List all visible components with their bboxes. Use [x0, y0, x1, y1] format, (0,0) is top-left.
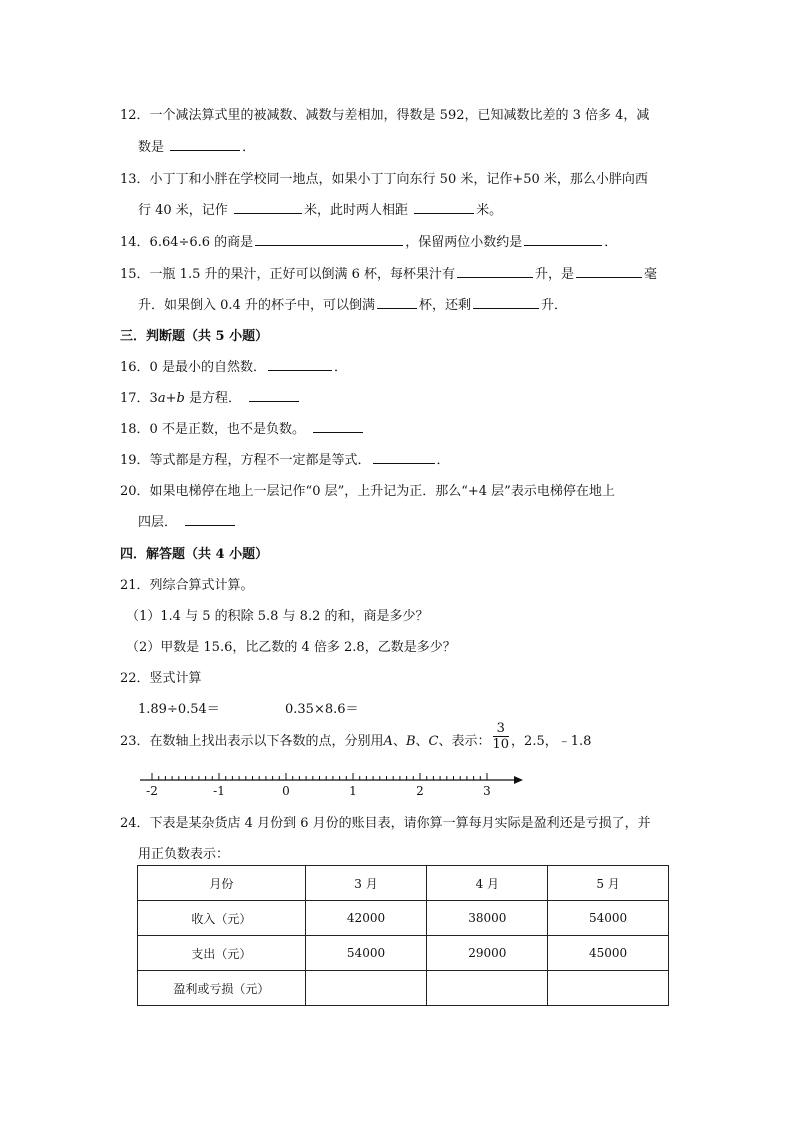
q23-label-b: B	[405, 734, 416, 749]
table-cell: 54000	[548, 901, 669, 936]
q12-answer-blank[interactable]	[170, 137, 240, 151]
q15-text-c: 毫	[644, 267, 658, 282]
q17-number: 17．	[120, 391, 150, 406]
q14-answer-blank-2[interactable]	[524, 232, 602, 246]
q23-label-c: C	[428, 734, 439, 749]
q15-text-f: 升．	[540, 298, 567, 313]
q15-answer-blank-1[interactable]	[457, 264, 533, 278]
q14-text-c: ．	[604, 235, 618, 250]
q15-answer-blank-3[interactable]	[377, 295, 417, 309]
q13-answer-blank-1[interactable]	[234, 200, 302, 214]
q15-text-a: 15．一瓶 1.5 升的果汁，正好可以倒满 6 杯，每杯果汁有	[120, 267, 456, 282]
q15-answer-blank-2[interactable]	[576, 264, 642, 278]
q24-line2: 用正负数表示：	[138, 847, 230, 862]
number-line-label: -1	[213, 784, 225, 798]
q17-plus: +	[165, 391, 177, 406]
section-3-heading: 三．判断题（共 5 小题）	[120, 329, 269, 344]
q15-text-e: 杯，还剩	[418, 298, 471, 313]
q15-text-b: 升，是	[535, 267, 575, 282]
q16-line	[120, 356, 347, 375]
number-line-label: -2	[146, 784, 158, 798]
q17-line	[120, 387, 301, 406]
number-line-arrow	[514, 776, 523, 784]
q22-expr-2: 0.35×8.6＝	[285, 702, 359, 717]
table-row	[138, 936, 669, 971]
q13-text-a: 行 40 米，记作	[138, 203, 228, 218]
table-cell: 支出（元）	[138, 936, 306, 971]
table-cell: 38000	[427, 901, 548, 936]
q20-line2	[138, 511, 237, 530]
table-header-cell: 月份	[138, 866, 306, 901]
q14-text-a: 14．6.64÷6.6 的商是	[120, 235, 254, 250]
q15-answer-blank-4[interactable]	[473, 295, 539, 309]
q13-text-c: 米。	[476, 203, 503, 218]
q21-part1: （1）1.4 与 5 的积除 5.8 与 8.2 的和，商是多少？	[126, 609, 429, 624]
table-answer-cell[interactable]	[305, 971, 427, 1006]
q15-line2	[138, 294, 567, 313]
table-header-cell: 3 月	[305, 866, 427, 901]
table-cell: 盈利或亏损（元）	[138, 971, 306, 1006]
number-line-label: 0	[282, 784, 290, 798]
q17-var-b: b	[176, 391, 185, 406]
q18-text: 18．0 不是正数，也不是负数。	[120, 422, 305, 437]
q23-label-a: A	[383, 734, 393, 749]
q16-text: 16．0 是最小的自然数．	[120, 360, 266, 375]
q16-end: ．	[333, 360, 347, 375]
q13-line1: 13．小丁丁和小胖在学校同一地点，如果小丁丁向东行 50 米，记作+50 米，那么小胖向西	[120, 172, 648, 187]
table-header-cell: 5 月	[548, 866, 669, 901]
table-answer-cell[interactable]	[548, 971, 669, 1006]
fraction-numerator: 3	[493, 721, 510, 737]
table-header-row	[138, 866, 669, 901]
section-4-heading: 四．解答题（共 4 小题）	[120, 547, 269, 562]
table-row	[138, 971, 669, 1006]
q13-text-b: 米，此时两人相距	[303, 203, 408, 218]
q23-sep-1: 、	[392, 734, 406, 749]
q20-answer-blank[interactable]	[185, 512, 235, 526]
q14-text-b: ，保留两位小数约是	[405, 235, 523, 250]
table-cell: 29000	[427, 936, 548, 971]
q24-line1: 24．下表是某杂货店 4 月份到 6 月份的账目表，请你算一算每月实际是盈利还是亏损了，并	[120, 816, 651, 831]
q19-answer-blank[interactable]	[373, 450, 435, 464]
q17-answer-blank[interactable]	[249, 388, 299, 402]
q20-text: 四层．	[138, 515, 178, 530]
q23-text-a: 23．在数轴上找出表示以下各数的点，分别用	[120, 734, 384, 749]
table-cell: 45000	[548, 936, 669, 971]
table-header-cell: 4 月	[427, 866, 548, 901]
q12-end: ．	[242, 140, 256, 155]
q17-text: 是方程．	[184, 391, 241, 406]
q22-title: 22．竖式计算	[120, 671, 202, 686]
q23-text-b: 、表示：	[438, 734, 491, 749]
q20-line1: 20．如果电梯停在地上一层记作“0 层”，上升记为正．那么“+4 层”表示电梯停在地上	[120, 484, 615, 499]
q19-text: 19．等式都是方程，方程不一定都是等式．	[120, 453, 371, 468]
table-cell: 42000	[305, 901, 427, 936]
q13-line2	[138, 199, 502, 218]
q17-var-a: a	[157, 391, 166, 406]
table-cell: 收入（元）	[138, 901, 306, 936]
q21-part2: （2）甲数是 15.6，比乙数的 4 倍多 2.8，乙数是多少？	[126, 640, 456, 655]
q15-line1	[120, 263, 657, 282]
q23-line	[120, 721, 592, 752]
q17-coef: 3	[149, 391, 158, 406]
q16-answer-blank[interactable]	[268, 357, 332, 371]
number-line-label: 3	[483, 784, 491, 798]
q12-line2	[138, 136, 255, 155]
q22-expr-1: 1.89÷0.54＝	[138, 702, 220, 717]
fraction-denominator: 10	[492, 737, 510, 752]
q19-end: ．	[436, 453, 450, 468]
number-line-label: 2	[416, 784, 424, 798]
table-cell: 54000	[305, 936, 427, 971]
q14-line	[120, 231, 617, 250]
q13-answer-blank-2[interactable]	[414, 200, 474, 214]
q21-title: 21．列综合算式计算。	[120, 578, 254, 593]
number-line[interactable]	[136, 764, 526, 800]
q23-fraction	[493, 721, 510, 752]
q12-line1: 12．一个减法算式里的被减数、减数与差相加，得数是 592，已知减数比差的 3 倍多 4，减	[120, 108, 650, 123]
q12-text: 数是	[138, 140, 165, 155]
q18-answer-blank[interactable]	[313, 419, 363, 433]
table-row	[138, 901, 669, 936]
ledger-table	[137, 865, 669, 1006]
q23-sep-2: 、	[415, 734, 429, 749]
q14-answer-blank-1[interactable]	[255, 232, 403, 246]
q19-line	[120, 449, 450, 468]
number-line-label: 1	[349, 784, 357, 798]
q18-line	[120, 418, 365, 437]
q15-text-d: 升．如果倒入 0.4 升的杯子中，可以倒满	[138, 298, 375, 313]
q23-text-c: ，2.5，﹣1.8	[511, 734, 592, 749]
table-answer-cell[interactable]	[427, 971, 548, 1006]
